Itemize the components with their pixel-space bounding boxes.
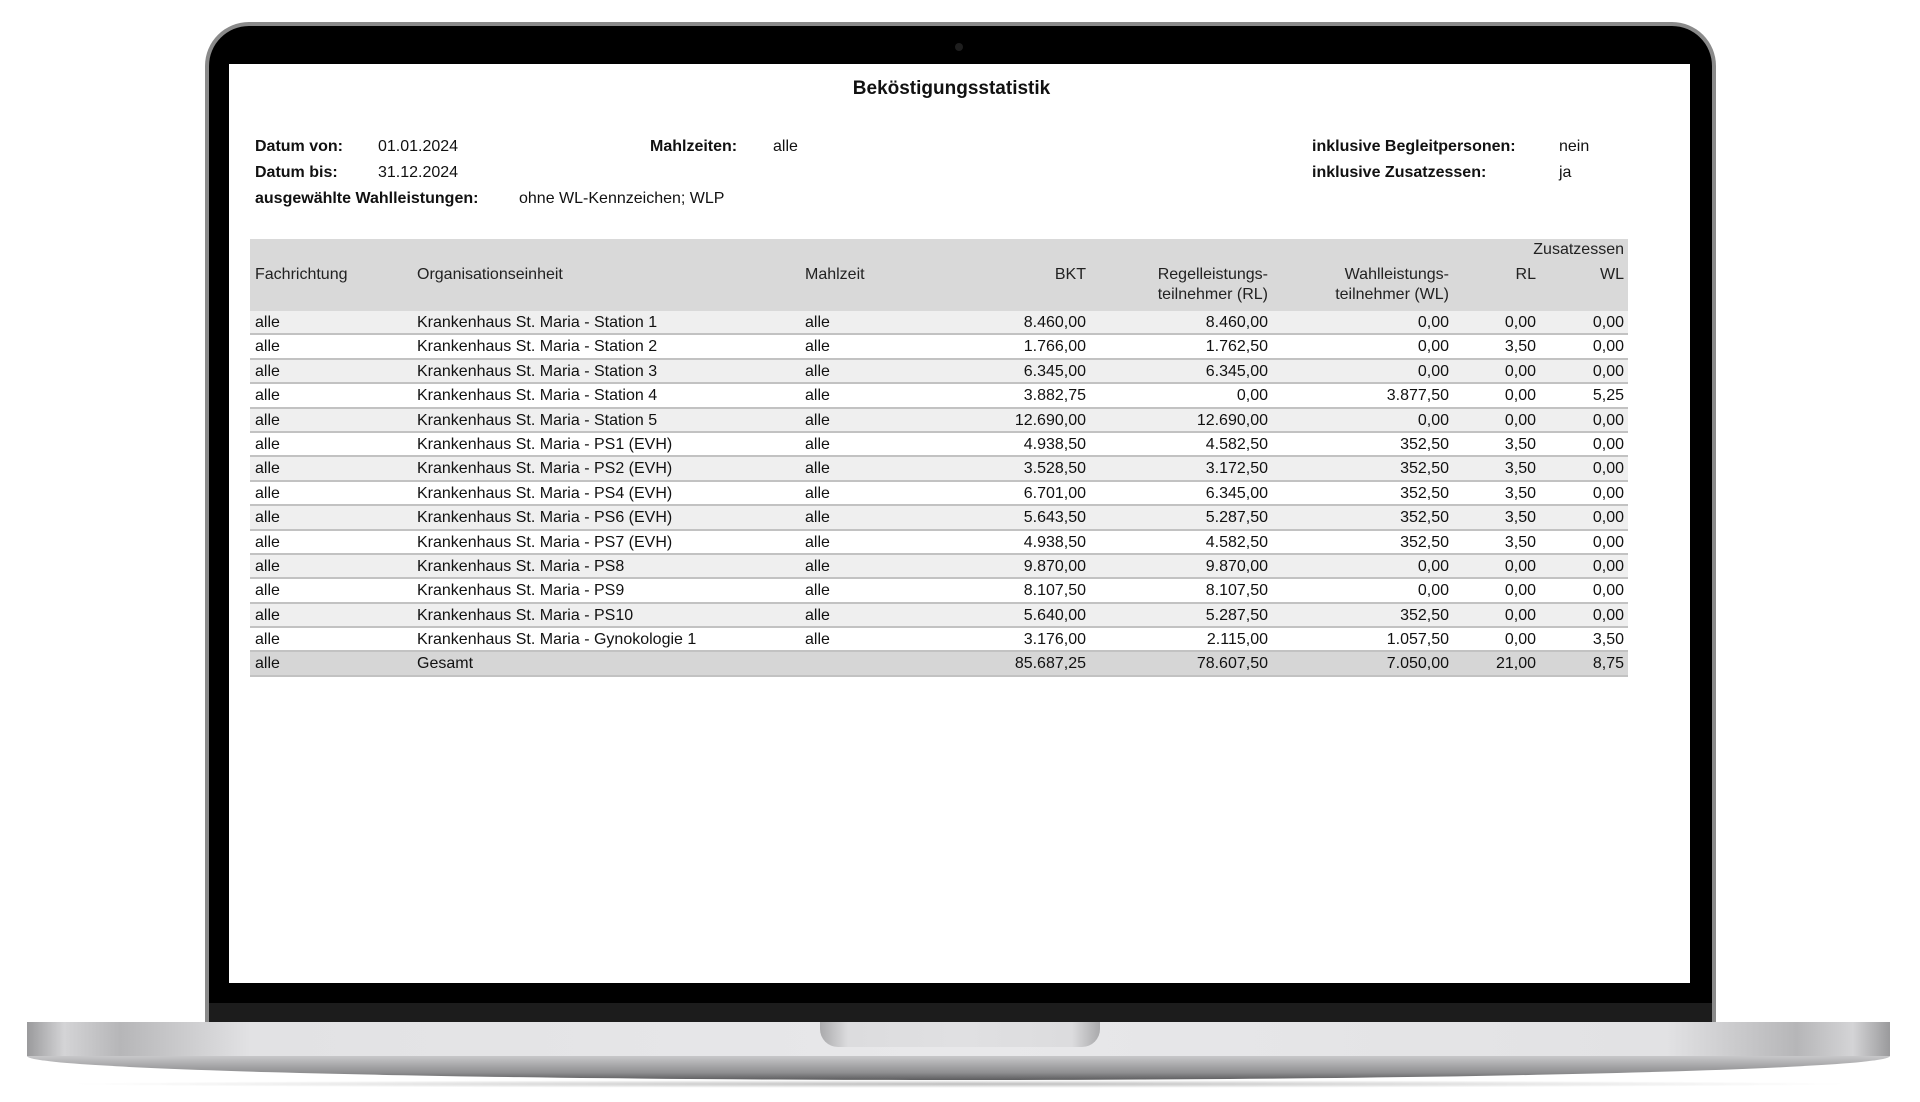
cell-rl-teilnehmer: 1.762,50 <box>1205 338 1268 356</box>
cell-wl-teilnehmer: 0,00 <box>1417 411 1449 429</box>
table-row <box>250 335 1628 359</box>
col-zusatzessen-rl: RL <box>1515 266 1536 283</box>
cell-mahlzeit: alle <box>805 362 830 380</box>
table-row <box>250 555 1628 579</box>
cell-organisationseinheit: Krankenhaus St. Maria - PS2 (EVH) <box>417 460 673 478</box>
cell-fachrichtung: alle <box>255 509 280 527</box>
statistics-table <box>250 239 1628 677</box>
col-wl-teilnehmer-line1: Wahlleistungs- <box>1344 266 1449 283</box>
cell-zusatzessen-rl: 21,00 <box>1495 655 1536 673</box>
cell-fachrichtung: alle <box>255 484 280 502</box>
cell-bkt: 3.528,50 <box>1023 460 1086 478</box>
cell-zusatzessen-rl: 3,50 <box>1504 533 1536 551</box>
col-bkt: BKT <box>1054 266 1086 283</box>
cell-mahlzeit: alle <box>805 533 830 551</box>
table-row <box>250 604 1628 628</box>
cell-zusatzessen-rl: 0,00 <box>1504 314 1536 331</box>
cell-bkt: 5.643,50 <box>1023 509 1086 527</box>
cell-zusatzessen-rl: 3,50 <box>1504 435 1536 453</box>
cell-rl-teilnehmer: 5.287,50 <box>1205 509 1268 527</box>
cell-zusatzessen-rl: 0,00 <box>1504 582 1536 600</box>
datum-bis-value: 31.12.2024 <box>378 164 459 181</box>
cell-zusatzessen-rl: 0,00 <box>1504 411 1536 429</box>
table-row <box>250 579 1628 603</box>
meta-mahlzeiten <box>650 137 737 157</box>
col-organisationseinheit: Organisationseinheit <box>417 266 563 283</box>
table-row <box>250 360 1628 384</box>
zusatzessen-value: ja <box>1559 164 1572 181</box>
cell-fachrichtung: alle <box>255 362 280 380</box>
table-row <box>250 482 1628 506</box>
datum-bis-label: Datum bis: <box>255 164 338 181</box>
table-row <box>250 409 1628 433</box>
report-title: Beköstigungsstatistik <box>852 78 1051 99</box>
cell-fachrichtung: alle <box>255 387 280 405</box>
cell-fachrichtung: alle <box>255 314 280 331</box>
cell-mahlzeit: alle <box>805 557 830 575</box>
begleitpersonen-value: nein <box>1559 138 1590 155</box>
meta-zusatzessen <box>1312 163 1486 183</box>
cell-organisationseinheit: Krankenhaus St. Maria - PS10 <box>417 606 634 624</box>
cell-bkt: 8.107,50 <box>1023 582 1086 600</box>
cell-zusatzessen-wl: 0,00 <box>1592 557 1624 575</box>
cell-zusatzessen-wl: 5,25 <box>1592 387 1624 405</box>
cell-fachrichtung: alle <box>255 460 280 478</box>
table-row <box>250 506 1628 530</box>
cell-rl-teilnehmer: 4.582,50 <box>1205 435 1268 453</box>
meta-begleitpersonen <box>1312 137 1516 157</box>
meta-datum-bis <box>255 163 338 183</box>
cell-zusatzessen-wl: 0,00 <box>1592 411 1624 429</box>
cell-fachrichtung: alle <box>255 533 280 551</box>
cell-organisationseinheit: Krankenhaus St. Maria - PS4 (EVH) <box>417 484 673 502</box>
table-header <box>250 239 1628 311</box>
cell-wl-teilnehmer: 0,00 <box>1417 314 1449 331</box>
laptop-base-edge <box>27 1056 1890 1080</box>
cell-zusatzessen-rl: 3,50 <box>1504 338 1536 356</box>
cell-organisationseinheit: Krankenhaus St. Maria - Station 1 <box>417 314 658 331</box>
cell-zusatzessen-rl: 0,00 <box>1504 362 1536 380</box>
cell-wl-teilnehmer: 352,50 <box>1400 606 1449 624</box>
cell-organisationseinheit: Krankenhaus St. Maria - Station 3 <box>417 362 658 380</box>
cell-bkt: 8.460,00 <box>1023 314 1086 331</box>
wahlleistungen-value: ohne WL-Kennzeichen; WLP <box>519 190 725 207</box>
cell-fachrichtung: alle <box>255 411 280 429</box>
cell-zusatzessen-rl: 0,00 <box>1504 387 1536 405</box>
cell-fachrichtung: alle <box>255 582 280 600</box>
cell-bkt: 6.701,00 <box>1023 484 1086 502</box>
cell-bkt: 3.176,00 <box>1023 631 1086 649</box>
cell-wl-teilnehmer: 352,50 <box>1400 435 1449 453</box>
cell-zusatzessen-wl: 8,75 <box>1592 655 1624 673</box>
col-rl-teilnehmer-line2: teilnehmer (RL) <box>1157 286 1268 303</box>
cell-organisationseinheit: Krankenhaus St. Maria - Gynokologie 1 <box>417 631 697 649</box>
meta-wahlleistungen <box>255 189 478 209</box>
cell-zusatzessen-wl: 0,00 <box>1592 509 1624 527</box>
laptop-shadow <box>60 1080 1860 1088</box>
cell-zusatzessen-wl: 0,00 <box>1592 582 1624 600</box>
cell-mahlzeit: alle <box>805 314 830 331</box>
cell-mahlzeit: alle <box>805 460 830 478</box>
cell-organisationseinheit: Gesamt <box>417 655 474 673</box>
cell-rl-teilnehmer: 8.107,50 <box>1205 582 1268 600</box>
table-row <box>250 531 1628 555</box>
cell-rl-teilnehmer: 5.287,50 <box>1205 606 1268 624</box>
cell-mahlzeit: alle <box>805 387 830 405</box>
cell-organisationseinheit: Krankenhaus St. Maria - Station 4 <box>417 387 658 405</box>
cell-fachrichtung: alle <box>255 655 280 673</box>
cell-rl-teilnehmer: 78.607,50 <box>1196 655 1268 673</box>
laptop-chin <box>209 1003 1712 1023</box>
cell-zusatzessen-wl: 3,50 <box>1592 631 1624 649</box>
cell-zusatzessen-wl: 0,00 <box>1592 338 1624 356</box>
wahlleistungen-label: ausgewählte Wahlleistungen: <box>255 190 479 207</box>
col-zusatzessen-wl: WL <box>1600 266 1624 283</box>
cell-bkt: 9.870,00 <box>1023 557 1086 575</box>
cell-wl-teilnehmer: 0,00 <box>1417 338 1449 356</box>
cell-rl-teilnehmer: 6.345,00 <box>1205 484 1268 502</box>
mahlzeiten-label: Mahlzeiten: <box>650 138 738 155</box>
cell-zusatzessen-wl: 0,00 <box>1592 435 1624 453</box>
cell-zusatzessen-rl: 0,00 <box>1504 606 1536 624</box>
meta-datum-von <box>255 137 343 157</box>
col-group-zusatzessen: Zusatzessen <box>1533 241 1624 258</box>
cell-organisationseinheit: Krankenhaus St. Maria - PS7 (EVH) <box>417 533 673 551</box>
cell-mahlzeit: alle <box>805 411 830 429</box>
cell-organisationseinheit: Krankenhaus St. Maria - PS1 (EVH) <box>417 435 673 453</box>
cell-organisationseinheit: Krankenhaus St. Maria - Station 5 <box>417 411 658 429</box>
cell-mahlzeit: alle <box>805 435 830 453</box>
table-body <box>250 311 1628 677</box>
cell-wl-teilnehmer: 7.050,00 <box>1386 655 1449 673</box>
cell-fachrichtung: alle <box>255 435 280 453</box>
mahlzeiten-value: alle <box>773 138 798 155</box>
cell-wl-teilnehmer: 1.057,50 <box>1386 631 1449 649</box>
screen <box>229 64 1690 983</box>
laptop-opening-notch <box>820 1022 1100 1047</box>
col-fachrichtung: Fachrichtung <box>255 266 348 283</box>
cell-fachrichtung: alle <box>255 557 280 575</box>
cell-wl-teilnehmer: 352,50 <box>1400 484 1449 502</box>
cell-wl-teilnehmer: 352,50 <box>1400 533 1449 551</box>
cell-fachrichtung: alle <box>255 338 280 356</box>
col-rl-teilnehmer-line1: Regelleistungs- <box>1157 266 1268 283</box>
cell-zusatzessen-wl: 0,00 <box>1592 606 1624 624</box>
table-row <box>250 384 1628 408</box>
cell-organisationseinheit: Krankenhaus St. Maria - PS8 <box>417 557 625 575</box>
table-row <box>250 457 1628 481</box>
datum-von-label: Datum von: <box>255 138 343 155</box>
cell-wl-teilnehmer: 0,00 <box>1417 362 1449 380</box>
col-wl-teilnehmer-line2: teilnehmer (WL) <box>1335 286 1449 303</box>
cell-zusatzessen-rl: 0,00 <box>1504 631 1536 649</box>
cell-bkt: 4.938,50 <box>1023 435 1086 453</box>
cell-bkt: 4.938,50 <box>1023 533 1086 551</box>
camera-icon <box>955 43 963 51</box>
cell-rl-teilnehmer: 9.870,00 <box>1205 557 1268 575</box>
cell-zusatzessen-wl: 0,00 <box>1592 484 1624 502</box>
cell-wl-teilnehmer: 0,00 <box>1417 557 1449 575</box>
cell-zusatzessen-rl: 3,50 <box>1504 484 1536 502</box>
cell-rl-teilnehmer: 6.345,00 <box>1205 362 1268 380</box>
cell-wl-teilnehmer: 352,50 <box>1400 509 1449 527</box>
cell-mahlzeit: alle <box>805 606 830 624</box>
cell-mahlzeit: alle <box>805 509 830 527</box>
cell-bkt: 1.766,00 <box>1023 338 1086 356</box>
table-row <box>250 433 1628 457</box>
col-mahlzeit: Mahlzeit <box>805 266 865 283</box>
cell-zusatzessen-rl: 0,00 <box>1504 557 1536 575</box>
cell-fachrichtung: alle <box>255 631 280 649</box>
cell-zusatzessen-rl: 3,50 <box>1504 460 1536 478</box>
cell-mahlzeit: alle <box>805 631 830 649</box>
cell-zusatzessen-rl: 3,50 <box>1504 509 1536 527</box>
cell-mahlzeit: alle <box>805 484 830 502</box>
cell-bkt: 5.640,00 <box>1023 606 1086 624</box>
cell-organisationseinheit: Krankenhaus St. Maria - PS9 <box>417 582 625 600</box>
cell-mahlzeit: alle <box>805 582 830 600</box>
cell-rl-teilnehmer: 3.172,50 <box>1205 460 1268 478</box>
cell-bkt: 12.690,00 <box>1014 411 1086 429</box>
cell-fachrichtung: alle <box>255 606 280 624</box>
cell-bkt: 3.882,75 <box>1023 387 1086 405</box>
begleitpersonen-label: inklusive Begleitpersonen: <box>1312 138 1516 155</box>
cell-rl-teilnehmer: 4.582,50 <box>1205 533 1268 551</box>
cell-rl-teilnehmer: 8.460,00 <box>1205 314 1268 331</box>
cell-zusatzessen-wl: 0,00 <box>1592 362 1624 380</box>
table-row <box>250 628 1628 652</box>
cell-rl-teilnehmer: 12.690,00 <box>1196 411 1268 429</box>
datum-von-value: 01.01.2024 <box>378 138 459 155</box>
cell-zusatzessen-wl: 0,00 <box>1592 460 1624 478</box>
cell-zusatzessen-wl: 0,00 <box>1592 314 1624 331</box>
cell-wl-teilnehmer: 3.877,50 <box>1386 387 1449 405</box>
zusatzessen-label: inklusive Zusatzessen: <box>1312 164 1487 181</box>
cell-wl-teilnehmer: 0,00 <box>1417 582 1449 600</box>
cell-rl-teilnehmer: 2.115,00 <box>1206 631 1268 649</box>
cell-zusatzessen-wl: 0,00 <box>1592 533 1624 551</box>
cell-bkt: 85.687,25 <box>1014 655 1086 673</box>
cell-organisationseinheit: Krankenhaus St. Maria - PS6 (EVH) <box>417 509 673 527</box>
cell-mahlzeit: alle <box>805 338 830 356</box>
cell-organisationseinheit: Krankenhaus St. Maria - Station 2 <box>417 338 658 356</box>
table-row-total <box>250 652 1628 676</box>
cell-rl-teilnehmer: 0,00 <box>1236 387 1268 405</box>
cell-bkt: 6.345,00 <box>1023 362 1086 380</box>
table-row <box>250 311 1628 335</box>
cell-wl-teilnehmer: 352,50 <box>1400 460 1449 478</box>
